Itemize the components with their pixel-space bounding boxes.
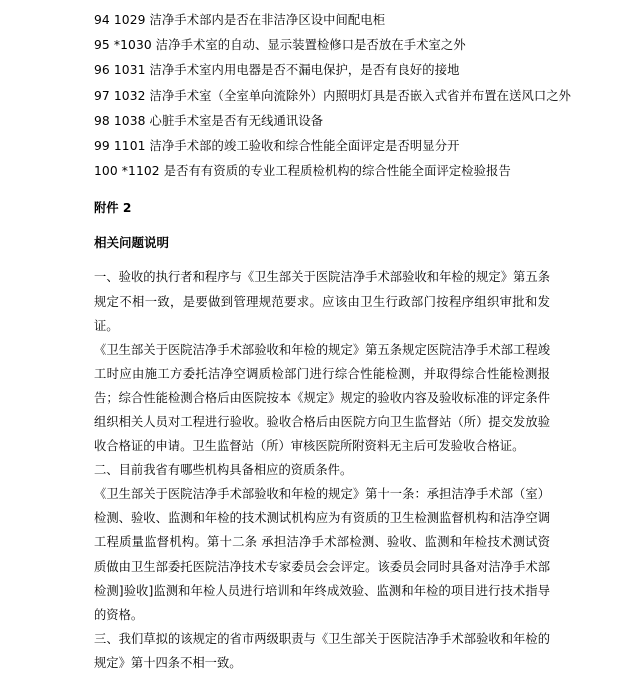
checklist-item: 98 1038 心脏手术室是否有无线通讯设备 (94, 113, 324, 128)
checklist (28, 8, 590, 184)
paragraph: 一、验收的执行者和程序与《卫生部关于医院洁净手术部验收和年检的规定》第五条规定不相一致，是要做到管理规范要求。应该由卫生行政部门按程序组织审批和发证。 (94, 270, 550, 333)
checklist-item: 95 *1030 洁净手术室的自动、显示装置检修口是否放在手术室之外 (94, 38, 466, 53)
checklist-item: 96 1031 洁净手术室内用电器是否不漏电保护，是否有良好的接地 (94, 63, 460, 78)
paragraph: 《卫生部关于医院洁净手术部验收和年检的规定》第五条规定医院洁净手术部工程竣工时应由施工方委托洁净空调质检部门进行综合性能检测，并取得综合性能检测报告；综合性能检测合格后由医院按本《规定》规定的验收内容及验收标准的评定条件组织相关人员对工程进行验收。验收合格后由医院方向卫生监督站（所）提交发放验收合格证的申请。卫生监督站（所）审核医院所附资料无主后可发验收合格证。 (94, 342, 550, 454)
attachment-label: 附件 2 (94, 201, 132, 216)
checklist-item: 97 1032 洁净手术室（全室单向流除外）内照明灯具是否嵌入式省并布置在送风口之外 (94, 88, 572, 103)
body-text (28, 265, 590, 675)
paragraph: 二、目前我省有哪些机构具备相应的资质条件。 (94, 463, 353, 478)
paragraph: 三、我们草拟的该规定的省市两级职责与《卫生部关于医院洁净手术部验收和年检的规定》第十四条不相一致。 (94, 631, 550, 670)
paragraph: 《卫生部关于医院洁净手术部验收和年检的规定》第十一条：承担洁净手术部（室）检测、验收、监测和年检的技术测试机构应为有资质的卫生检测监督机构和洁净空调工程质量监督机构。第十二条 承担洁净手术部检测、验收、监测和年检技术测试资质做由卫生部委托医院洁净技术专家委员会会评定。该委员会同时具备对洁净手术部检测]验收]监测和年检人员进行培训和年终成效验、监测和年检的项目进行技术指导的资格。 (94, 487, 550, 622)
checklist-item: 94 1029 洁净手术部内是否在非洁净区设中间配电柜 (94, 13, 386, 27)
checklist-item: 100 *1102 是否有有资质的专业工程质检机构的综合性能全面评定检验报告 (94, 164, 511, 179)
checklist-item: 99 1101 洁净手术部的竣工验收和综合性能全面评定是否明显分开 (94, 139, 460, 154)
section-title: 相关问题说明 (94, 235, 170, 251)
